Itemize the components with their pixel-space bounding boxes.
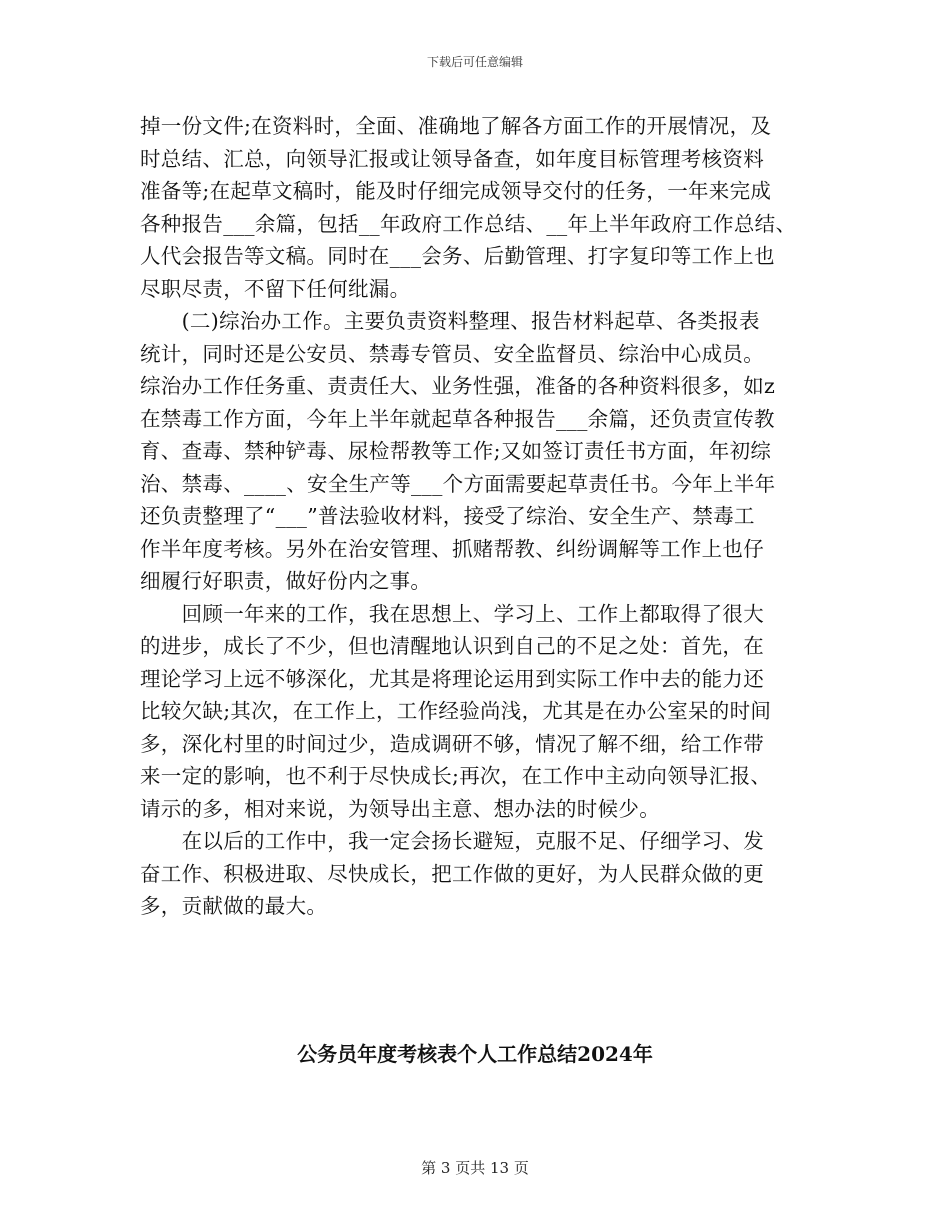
text-line: 准备等;在起草文稿时，能及时仔细完成领导交付的任务，一年来完成 (140, 179, 772, 203)
text-line: 治、禁毒、____、安全生产等___个方面需要起草责任书。今年上半年 (140, 471, 776, 496)
section-title: 公务员年度考核表个人工作总结2024年 (297, 1042, 653, 1066)
text-line: 来一定的影响，也不利于尽快成长;再次，在工作中主动向领导汇报、 (140, 764, 772, 788)
text-line: 时总结、汇总，向领导汇报或让领导备查，如年度目标管理考核资料 (140, 146, 764, 171)
text-line: 人代会报告等文稿。同时在___会务、后勤管理、打字复印等工作上也 (140, 244, 775, 268)
text-line: 掉一份文件;在资料时，全面、准确地了解各方面工作的开展情况，及 (140, 114, 772, 138)
text-line: 作半年度考核。另外在治安管理、抓赌帮教、纠纷调解等工作上也仔 (140, 536, 764, 561)
text-line: 比较欠缺;其次，在工作上，工作经验尚浅，尤其是在办公室呆的时间 (140, 699, 772, 723)
text-line: 细履行好职责，做好份内之事。 (140, 569, 432, 593)
text-line: 综治办工作任务重、责责任大、业务性强，准备的各种资料很多，如z (140, 374, 776, 398)
page-header: 下载后可任意编辑 (426, 55, 523, 69)
text-line: 在以后的工作中，我一定会扬长避短，克服不足、仔细学习、发 (140, 829, 764, 853)
text-line: 尽职尽责，不留下任何纰漏。 (140, 276, 411, 301)
text-line: 各种报告___余篇，包括__年政府工作总结、__年上半年政府工作总结、 (140, 211, 797, 236)
text-line: 请示的多，相对来说，为领导出主意、想办法的时候少。 (140, 796, 660, 821)
page-footer: 第 3 页共 13 页 (421, 1159, 529, 1177)
text-line: 回顾一年来的工作，我在思想上、学习上、工作上都取得了很大 (140, 601, 764, 626)
text-line: 还负责整理了“___”普法验收材料，接受了综治、安全生产、禁毒工 (140, 504, 755, 528)
text-line: 的进步，成长了不少，但也清醒地认识到自己的不足之处：首先，在 (140, 634, 764, 658)
text-line: 育、查毒、禁种铲毒、尿检帮教等工作;又如签订责任书方面，年初综 (140, 439, 772, 463)
text-line: 多，贡献做的最大。 (140, 894, 328, 918)
text-line: 理论学习上远不够深化，尤其是将理论运用到实际工作中去的能力还 (140, 666, 764, 691)
text-line: 统计，同时还是公安员、禁毒专管员、安全监督员、综治中心成员。 (140, 341, 764, 366)
text-line: (二)综治办工作。主要负责资料整理、报告材料起草、各类报表 (140, 309, 760, 333)
body-text (140, 110, 820, 923)
text-line: 在禁毒工作方面，今年上半年就起草各种报告___余篇，还负责宣传教 (140, 406, 775, 431)
text-line: 多，深化村里的时间过少，造成调研不够，情况了解不细，给工作带 (140, 731, 764, 756)
text-line: 奋工作、积极进取、尽快成长，把工作做的更好，为人民群众做的更 (140, 861, 764, 886)
